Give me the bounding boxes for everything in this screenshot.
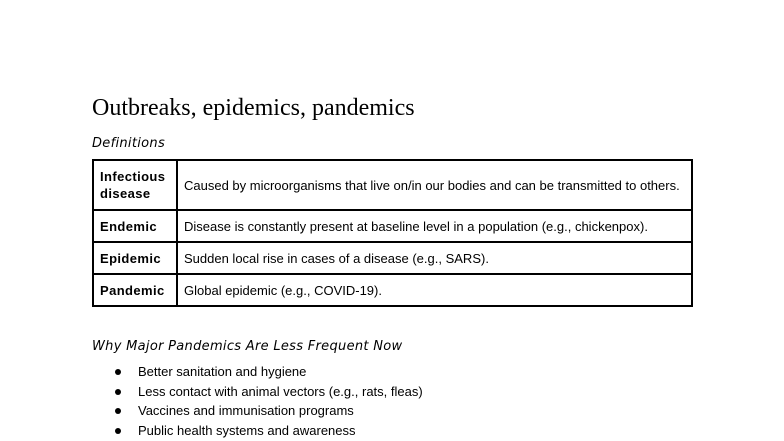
page-title: Outbreaks, epidemics, pandemics [92,95,415,121]
description-cell: Sudden local rise in cases of a disease (e.g., SARS). [177,242,692,274]
reasons-list [112,362,423,440]
list-item [112,362,423,382]
list-item-text: Public health systems and awareness [138,422,356,438]
list-item [112,401,423,421]
reasons-heading: Why Major Pandemics Are Less Frequent Now [92,339,403,354]
description-cell: Caused by microorganisms that live on/in our bodies and can be transmitted to others. [177,160,692,210]
bullet-icon [115,389,121,395]
term-cell: Infectious disease [93,160,177,210]
term-cell: Epidemic [93,242,177,274]
definitions-table [92,159,693,307]
table-row [93,242,692,274]
list-item [112,382,423,402]
term-cell: Pandemic [93,274,177,306]
bullet-icon [115,369,121,375]
list-item-text: Less contact with animal vectors (e.g., rats, fleas) [138,383,423,399]
table-row [93,160,692,210]
bullet-icon [115,408,121,414]
table-row [93,210,692,242]
table-row [93,274,692,306]
term-cell: Endemic [93,210,177,242]
definitions-heading: Definitions [92,136,166,151]
description-cell: Global epidemic (e.g., COVID-19). [177,274,692,306]
list-item-text: Better sanitation and hygiene [138,364,307,379]
list-item-text: Vaccines and immunisation programs [138,403,354,418]
list-item [112,421,423,441]
description-cell: Disease is constantly present at baseline level in a population (e.g., chickenpox). [177,210,692,242]
bullet-icon [115,428,121,434]
